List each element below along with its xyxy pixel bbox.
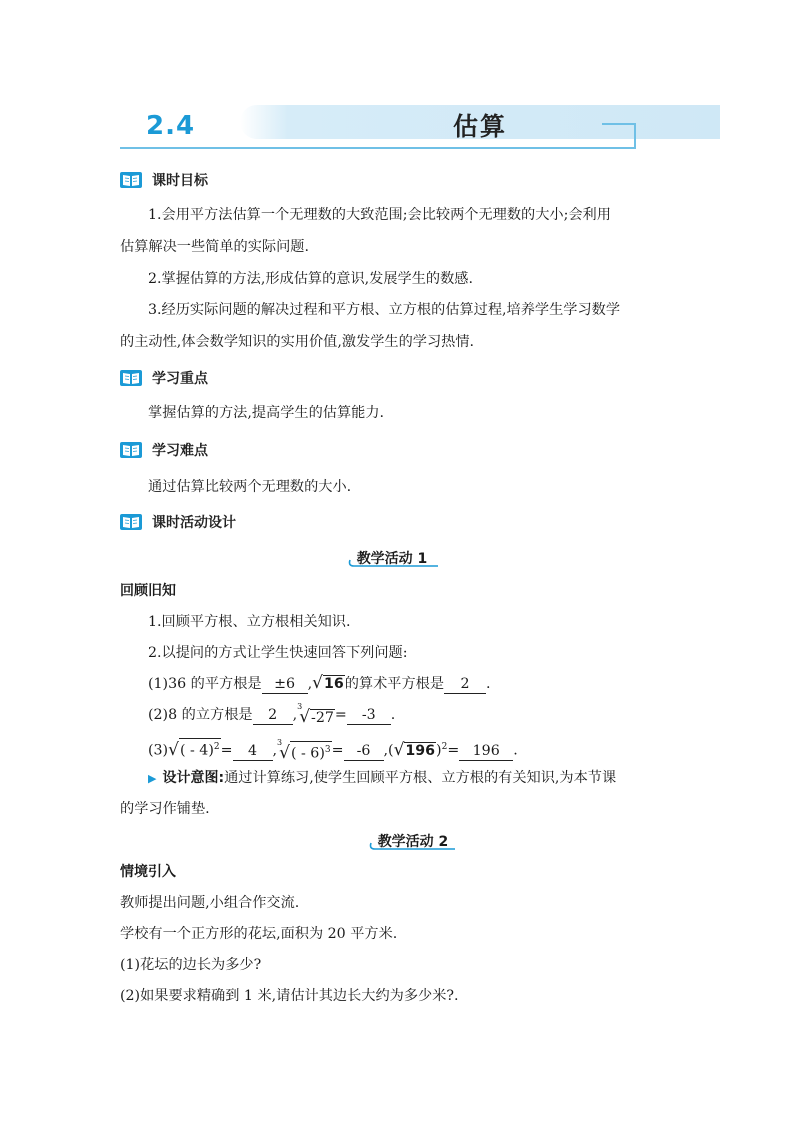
objective-line: 1.会用平方法估算一个无理数的大致范围;会比较两个无理数的大小;会利用 [148,207,611,223]
difficulty-text: 通过估算比较两个无理数的大小. [148,479,352,495]
activity-2-line: 教师提出问题,小组合作交流. [120,895,300,911]
section-key-points [120,368,208,388]
answer-blank: ±6 [262,675,308,694]
sqrt-expression: √ ( - 4)$^2$ [168,739,220,760]
key-point-text: 掌握估算的方法,提高学生的估算能力. [148,405,385,421]
book-icon [120,369,142,387]
objective-line: 估算解决一些简单的实际问题. [120,239,309,255]
answer-blank: -6 [344,742,384,761]
activity-1-line: 2.以提问的方式让学生快速回答下列问题: [148,645,408,661]
question-2: (2)8 的立方根是 2 , 3 √ -27 = -3 . [148,702,396,727]
section-title: 课时活动设计 [152,515,236,531]
objective-line: 3.经历实际问题的解决过程和平方根、立方根的估算过程,培养学生学习数学 [148,302,621,318]
lesson-number: 2.4 [146,111,196,141]
answer-blank: -3 [347,706,391,725]
section-design [120,512,236,532]
cbrt-expression: 3 √ ( - 6)$^3$ [277,737,331,763]
design-intent-label: 设计意图: [162,770,225,786]
activity-2-line: (1)花坛的边长为多少? [120,957,262,973]
activity-2-line: 学校有一个正方形的花坛,面积为 20 平方米. [120,926,398,942]
design-intent-line: 的学习作铺垫. [120,801,210,817]
section-objectives [120,170,208,190]
question-3: (3) √ ( - 4)$^2$ = 4 , 3 √ ( - 6)$^3$ = -6 ,( √ 196 )$^2$= 196 . [148,737,518,763]
sqrt-expression: √ 16 [312,673,344,693]
book-icon [120,513,142,531]
banner-pill [240,105,720,139]
answer-blank: 2 [253,706,293,725]
cbrt-expression: 3 √ -27 [297,702,334,727]
activity-2-heading: 情境引入 [120,864,176,880]
activity-2-label: 教学活动 2 [357,829,457,853]
section-difficulties [120,440,208,460]
triangle-arrow-icon: ▶ [148,772,157,785]
lesson-title: 估算 [452,112,507,141]
section-title: 课时目标 [152,173,208,189]
activity-2-line: (2)如果要求精确到 1 米,请估计其边长大约为多少米?. [120,988,459,1004]
banner-rule [120,147,636,149]
activity-1-line: 1.回顾平方根、立方根相关知识. [148,614,351,630]
sqrt-expression: √ 196 [393,739,436,760]
question-1: (1)36 的平方根是 ±6 , √ 16 的算术平方根是 2 . [148,673,491,693]
banner-corner-top [602,123,636,125]
activity-1-label: 教学活动 1 [344,546,440,570]
answer-blank: 2 [444,675,486,694]
section-title: 学习难点 [152,443,208,459]
book-icon [120,441,142,459]
answer-blank: 4 [233,742,273,761]
objective-line: 的主动性,体会数学知识的实用价值,激发学生的学习热情. [120,334,475,350]
book-icon [120,171,142,189]
lesson-banner [120,103,636,153]
answer-blank: 196 [459,742,513,761]
section-title: 学习重点 [152,371,208,387]
banner-corner [634,123,636,149]
objective-line: 2.掌握估算的方法,形成估算的意识,发展学生的数感. [148,271,474,287]
activity-1-heading: 回顾旧知 [120,583,176,599]
design-intent: ▶ 设计意图:通过计算练习,使学生回顾平方根、立方根的有关知识,为本节课 [148,770,617,786]
